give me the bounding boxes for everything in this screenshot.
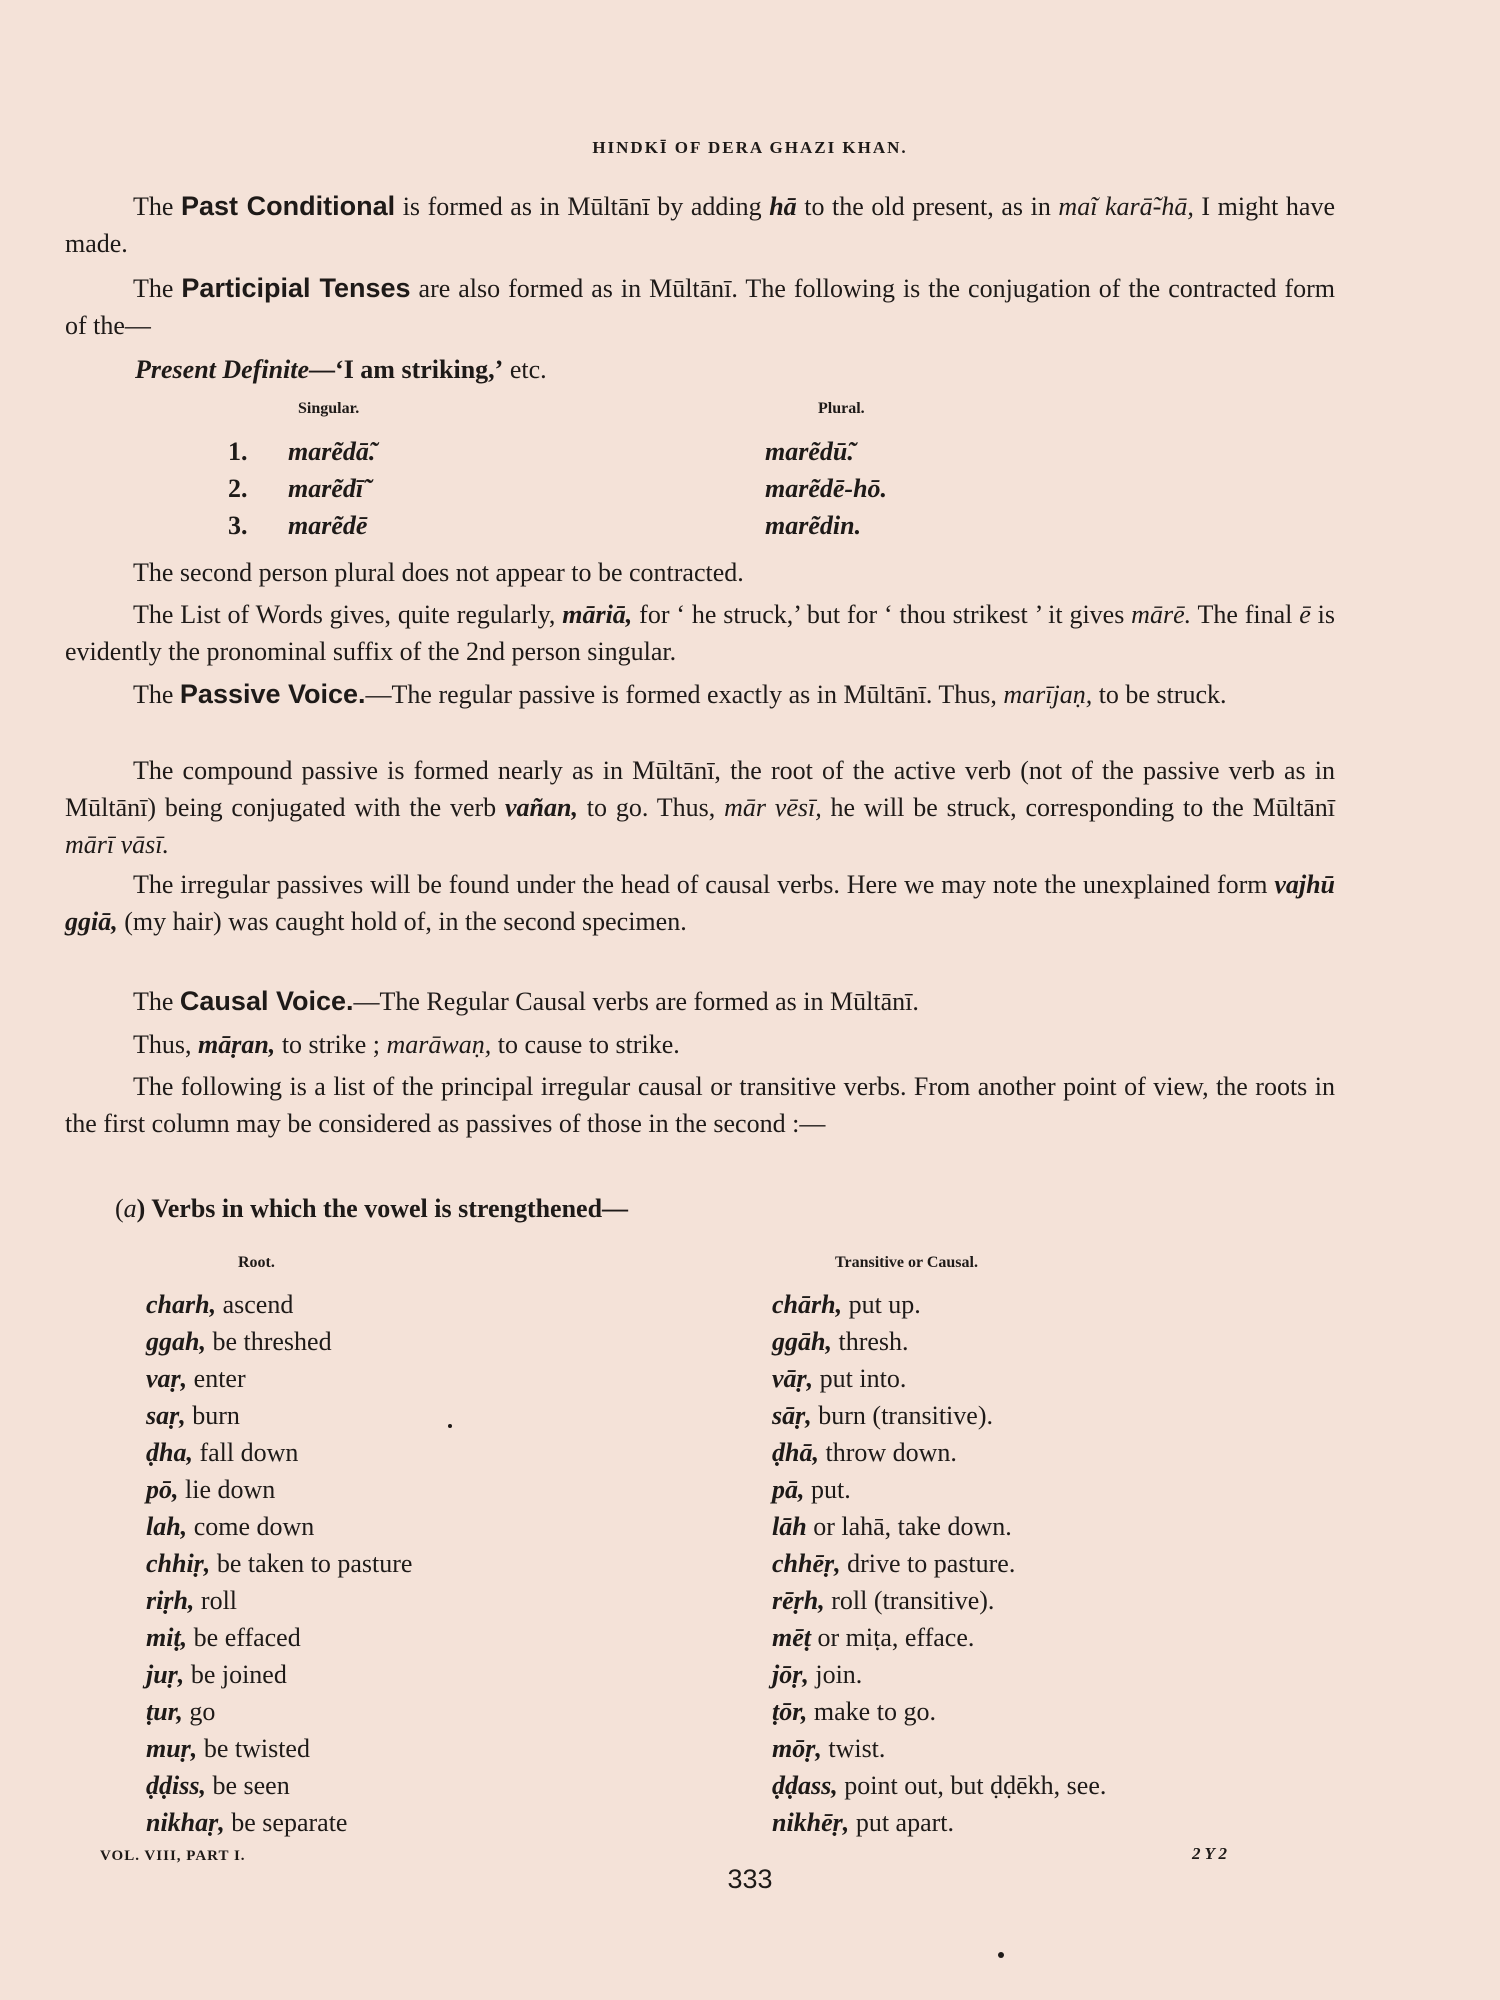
term-present-definite: Present Definite [135,355,310,384]
text: is formed as in Mūltānī by adding [395,192,770,221]
singular-label: Singular. [298,400,360,417]
verb-row [0,1697,1500,1734]
transitive-entry [772,1697,936,1727]
transitive-entry [772,1364,906,1394]
paragraph-verbs-strengthened [115,1190,1315,1227]
word-maria: māriā, [562,600,633,629]
text: The final [1191,600,1300,629]
transitive-word: jōṛ, [772,1660,809,1689]
paragraph-list-of-words [65,596,1335,670]
text: is evidently the pronominal suffix of the 2nd person singular. [65,600,1335,666]
root-entry [146,1586,237,1616]
verb-row [0,1438,1500,1475]
transitive-word: rēṛh, [772,1586,825,1615]
term-causal-voice: Causal Voice. [179,986,354,1016]
root-entry [146,1808,347,1838]
paragraph-causal-voice [65,983,1335,1020]
root-gloss: go [182,1697,216,1726]
transitive-word: chārh, [772,1290,843,1319]
transitive-gloss: put up. [842,1290,921,1319]
root-entry [146,1290,293,1320]
paragraph-past-conditional [65,188,1335,262]
text: to cause to strike. [491,1030,680,1059]
word-e: ē [1299,600,1311,629]
transitive-word: lāh [772,1512,807,1541]
text: (my hair) was caught hold of, in the second specimen. [117,907,687,936]
plural-label: Plural. [818,400,865,417]
list-letter: a [123,1194,137,1223]
verb-row [0,1327,1500,1364]
transitive-gloss: point out, but ḍḍēkh, see. [837,1771,1107,1800]
term-participial-tenses: Participial Tenses [181,273,411,303]
paragraph-passive-voice [65,676,1335,713]
transitive-word: chhēṛ, [772,1549,841,1578]
conj-singular: marẽdē [288,511,368,540]
root-entry [146,1327,332,1357]
root-gloss: enter [187,1364,246,1393]
verb-row [0,1771,1500,1808]
conj-number: 2. [228,474,248,503]
transitive-gloss: roll (transitive). [824,1586,995,1615]
text: are also formed as in Mūltānī. The following is the conjugation of the contracted form of the— [65,274,1336,340]
transitive-word: sāṛ, [772,1401,812,1430]
text: —The Regular Causal verbs are formed as in Mūltānī. [353,987,919,1016]
transitive-gloss: put apart. [849,1808,954,1837]
transitive-entry [772,1586,994,1616]
text: for ‘ he struck,’ but for ‘ thou strikest ’ it gives [632,600,1132,629]
root-gloss: fall down [192,1438,299,1467]
text: to go. Thus, [577,793,725,822]
transitive-word: pā, [772,1475,805,1504]
root-gloss: be seen [205,1771,290,1800]
ink-speck [448,1424,452,1428]
paragraph-thus-maran [65,1026,1335,1063]
transitive-entry [772,1623,974,1653]
transitive-entry [772,1512,1012,1542]
text: The compound passive is formed nearly as in Mūltānī, the root of the active verb (not of the passive verb as in Mūltānī) being conjugated with the verb [65,756,1335,822]
running-header: HINDKĪ OF DERA GHAZI KHAN. [592,138,908,157]
transitive-word: ḍhā, [772,1438,819,1467]
conj-singular: marẽdī̃ [288,474,364,503]
verb-row [0,1290,1500,1327]
transitive-word: vāṛ, [772,1364,814,1393]
text: —The regular passive is formed exactly as in Mūltānī. Thus, [365,680,1004,709]
text: I might have made. [65,192,1335,258]
transitive-entry [772,1660,862,1690]
transitive-gloss: put into. [813,1364,907,1393]
verb-row [0,1512,1500,1549]
root-word: vaṛ, [146,1364,188,1393]
root-word: ṭur, [146,1697,183,1726]
root-word: ḍha, [146,1438,193,1467]
root-gloss: burn [185,1401,240,1430]
root-entry [146,1697,215,1727]
word-mare: mārē. [1131,600,1192,629]
page-number: 333 [727,1864,773,1894]
transitive-gloss: throw down. [818,1438,957,1467]
root-word: chhiṛ, [146,1549,211,1578]
transitive-entry [772,1438,957,1468]
root-gloss: be effaced [187,1623,301,1652]
text: Thus, [133,1030,198,1059]
transitive-gloss: burn (transitive). [811,1401,993,1430]
conj-singular: marẽdā̃. [288,437,376,466]
root-gloss: ascend [216,1290,294,1319]
root-entry [146,1364,246,1394]
text: etc. [503,355,547,384]
root-word: miṭ, [146,1623,188,1652]
paragraph-compound-passive [65,752,1335,863]
paragraph-participial-tenses [65,270,1335,344]
transitive-entry [772,1327,909,1357]
root-column-label: Root. [238,1254,275,1271]
text: —‘I am striking,’ [309,355,504,384]
root-word: lah, [146,1512,188,1541]
transitive-entry [772,1549,1015,1579]
transitive-entry [772,1290,921,1320]
transitive-gloss: drive to pasture. [840,1549,1016,1578]
root-gloss: be joined [184,1660,287,1689]
transitive-word: ḍḍass, [772,1771,838,1800]
transitive-gloss: join. [808,1660,863,1689]
word-mari-vasi: mārī vāsī. [65,830,169,859]
word-example: maĩ karā̃-hā, [1058,192,1194,221]
root-gloss: be separate [224,1808,348,1837]
conj-plural: marẽdē-hō. [765,474,888,503]
root-entry [146,1438,298,1468]
root-word: nikhaṛ, [146,1808,225,1837]
root-gloss: be taken to pasture [210,1549,413,1578]
root-word: muṛ, [146,1734,198,1763]
transitive-word: mēṭ [772,1623,811,1652]
root-word: juṛ, [146,1660,185,1689]
transitive-word: mōṛ, [772,1734,822,1763]
transitive-gloss: thresh. [831,1327,909,1356]
word-ha: hā [769,192,797,221]
text: The [133,274,182,303]
text: The [133,680,180,709]
verb-row [0,1660,1500,1697]
transitive-entry [772,1808,954,1838]
volume-footer: VOL. VIII, PART I. [100,1848,246,1864]
paragraph-present-definite [135,351,1235,388]
root-word: pō, [146,1475,179,1504]
conj-plural: marẽdin. [765,511,862,540]
paragraph-second-person: The second person plural does not appear to be contracted. [133,558,744,587]
root-entry [146,1623,301,1653]
verb-row [0,1734,1500,1771]
text: to the old present, as in [796,192,1059,221]
transitive-column-label: Transitive or Causal. [835,1254,978,1271]
word-vanan: vañan, [505,793,578,822]
signature-mark: 2 Y 2 [1192,1844,1227,1863]
verb-row [0,1623,1500,1660]
root-entry [146,1475,275,1505]
ink-speck [998,1952,1004,1958]
root-entry [146,1771,290,1801]
root-gloss: roll [194,1586,238,1615]
transitive-gloss: or miṭa, efface. [811,1623,975,1652]
conj-plural: marẽdū̃. [765,437,854,466]
verb-row [0,1364,1500,1401]
transitive-entry [772,1475,851,1505]
root-gloss: be threshed [205,1327,332,1356]
text: The [133,987,180,1016]
transitive-gloss: or lahā, take down. [806,1512,1012,1541]
transitive-word: ggāh, [772,1327,832,1356]
root-entry [146,1512,314,1542]
transitive-gloss: put. [804,1475,851,1504]
term-past-conditional: Past Conditional [181,191,396,221]
root-word: ḍḍiss, [146,1771,206,1800]
verb-row [0,1586,1500,1623]
root-gloss: lie down [178,1475,276,1504]
root-word: charh, [146,1290,217,1319]
transitive-gloss: twist. [821,1734,886,1763]
word-vajhu-ggia: vajhū ggiā, [65,870,1335,936]
root-word: riṛh, [146,1586,195,1615]
root-gloss: be twisted [197,1734,310,1763]
conj-number: 1. [228,437,248,466]
word-marijan: marījaṇ, [1003,680,1093,709]
root-entry [146,1401,240,1431]
word-mar-vesi: mār vēsī, [724,793,822,822]
root-word: ggah, [146,1327,206,1356]
text: The irregular passives will be found under the head of causal verbs. Here we may note the unexplained form [133,870,1275,899]
transitive-word: ṭōr, [772,1697,808,1726]
paragraph-following-list: The following is a list of the principal irregular causal or transitive verbs. From another point of view, the roots in the first column may be considered as passives of those in the second :— [65,1072,1335,1138]
text: The [133,192,182,221]
root-gloss: come down [187,1512,315,1541]
term-passive-voice: Passive Voice. [179,679,366,709]
transitive-entry [772,1771,1106,1801]
paragraph-irregular-passives [65,866,1335,940]
text: to strike ; [275,1030,387,1059]
text: ) Verbs in which the vowel is strengthened— [136,1194,629,1223]
verb-row [0,1401,1500,1438]
root-word: saṛ, [146,1401,186,1430]
word-maran: māṛan, [198,1030,276,1059]
root-entry [146,1660,287,1690]
text: he will be struck, corresponding to the Mūltānī [821,793,1335,822]
word-marawan: marāwaṇ, [386,1030,492,1059]
verb-row [0,1475,1500,1512]
conj-number: 3. [228,511,248,540]
verb-row [0,1549,1500,1586]
transitive-word: nikhēṛ, [772,1808,850,1837]
root-entry [146,1549,412,1579]
text: The List of Words gives, quite regularly, [133,600,563,629]
text: to be struck. [1092,680,1227,709]
transitive-entry [772,1734,885,1764]
verb-row [0,1808,1500,1845]
text: ( [115,1194,124,1223]
root-entry [146,1734,310,1764]
transitive-entry [772,1401,993,1431]
transitive-gloss: make to go. [807,1697,936,1726]
